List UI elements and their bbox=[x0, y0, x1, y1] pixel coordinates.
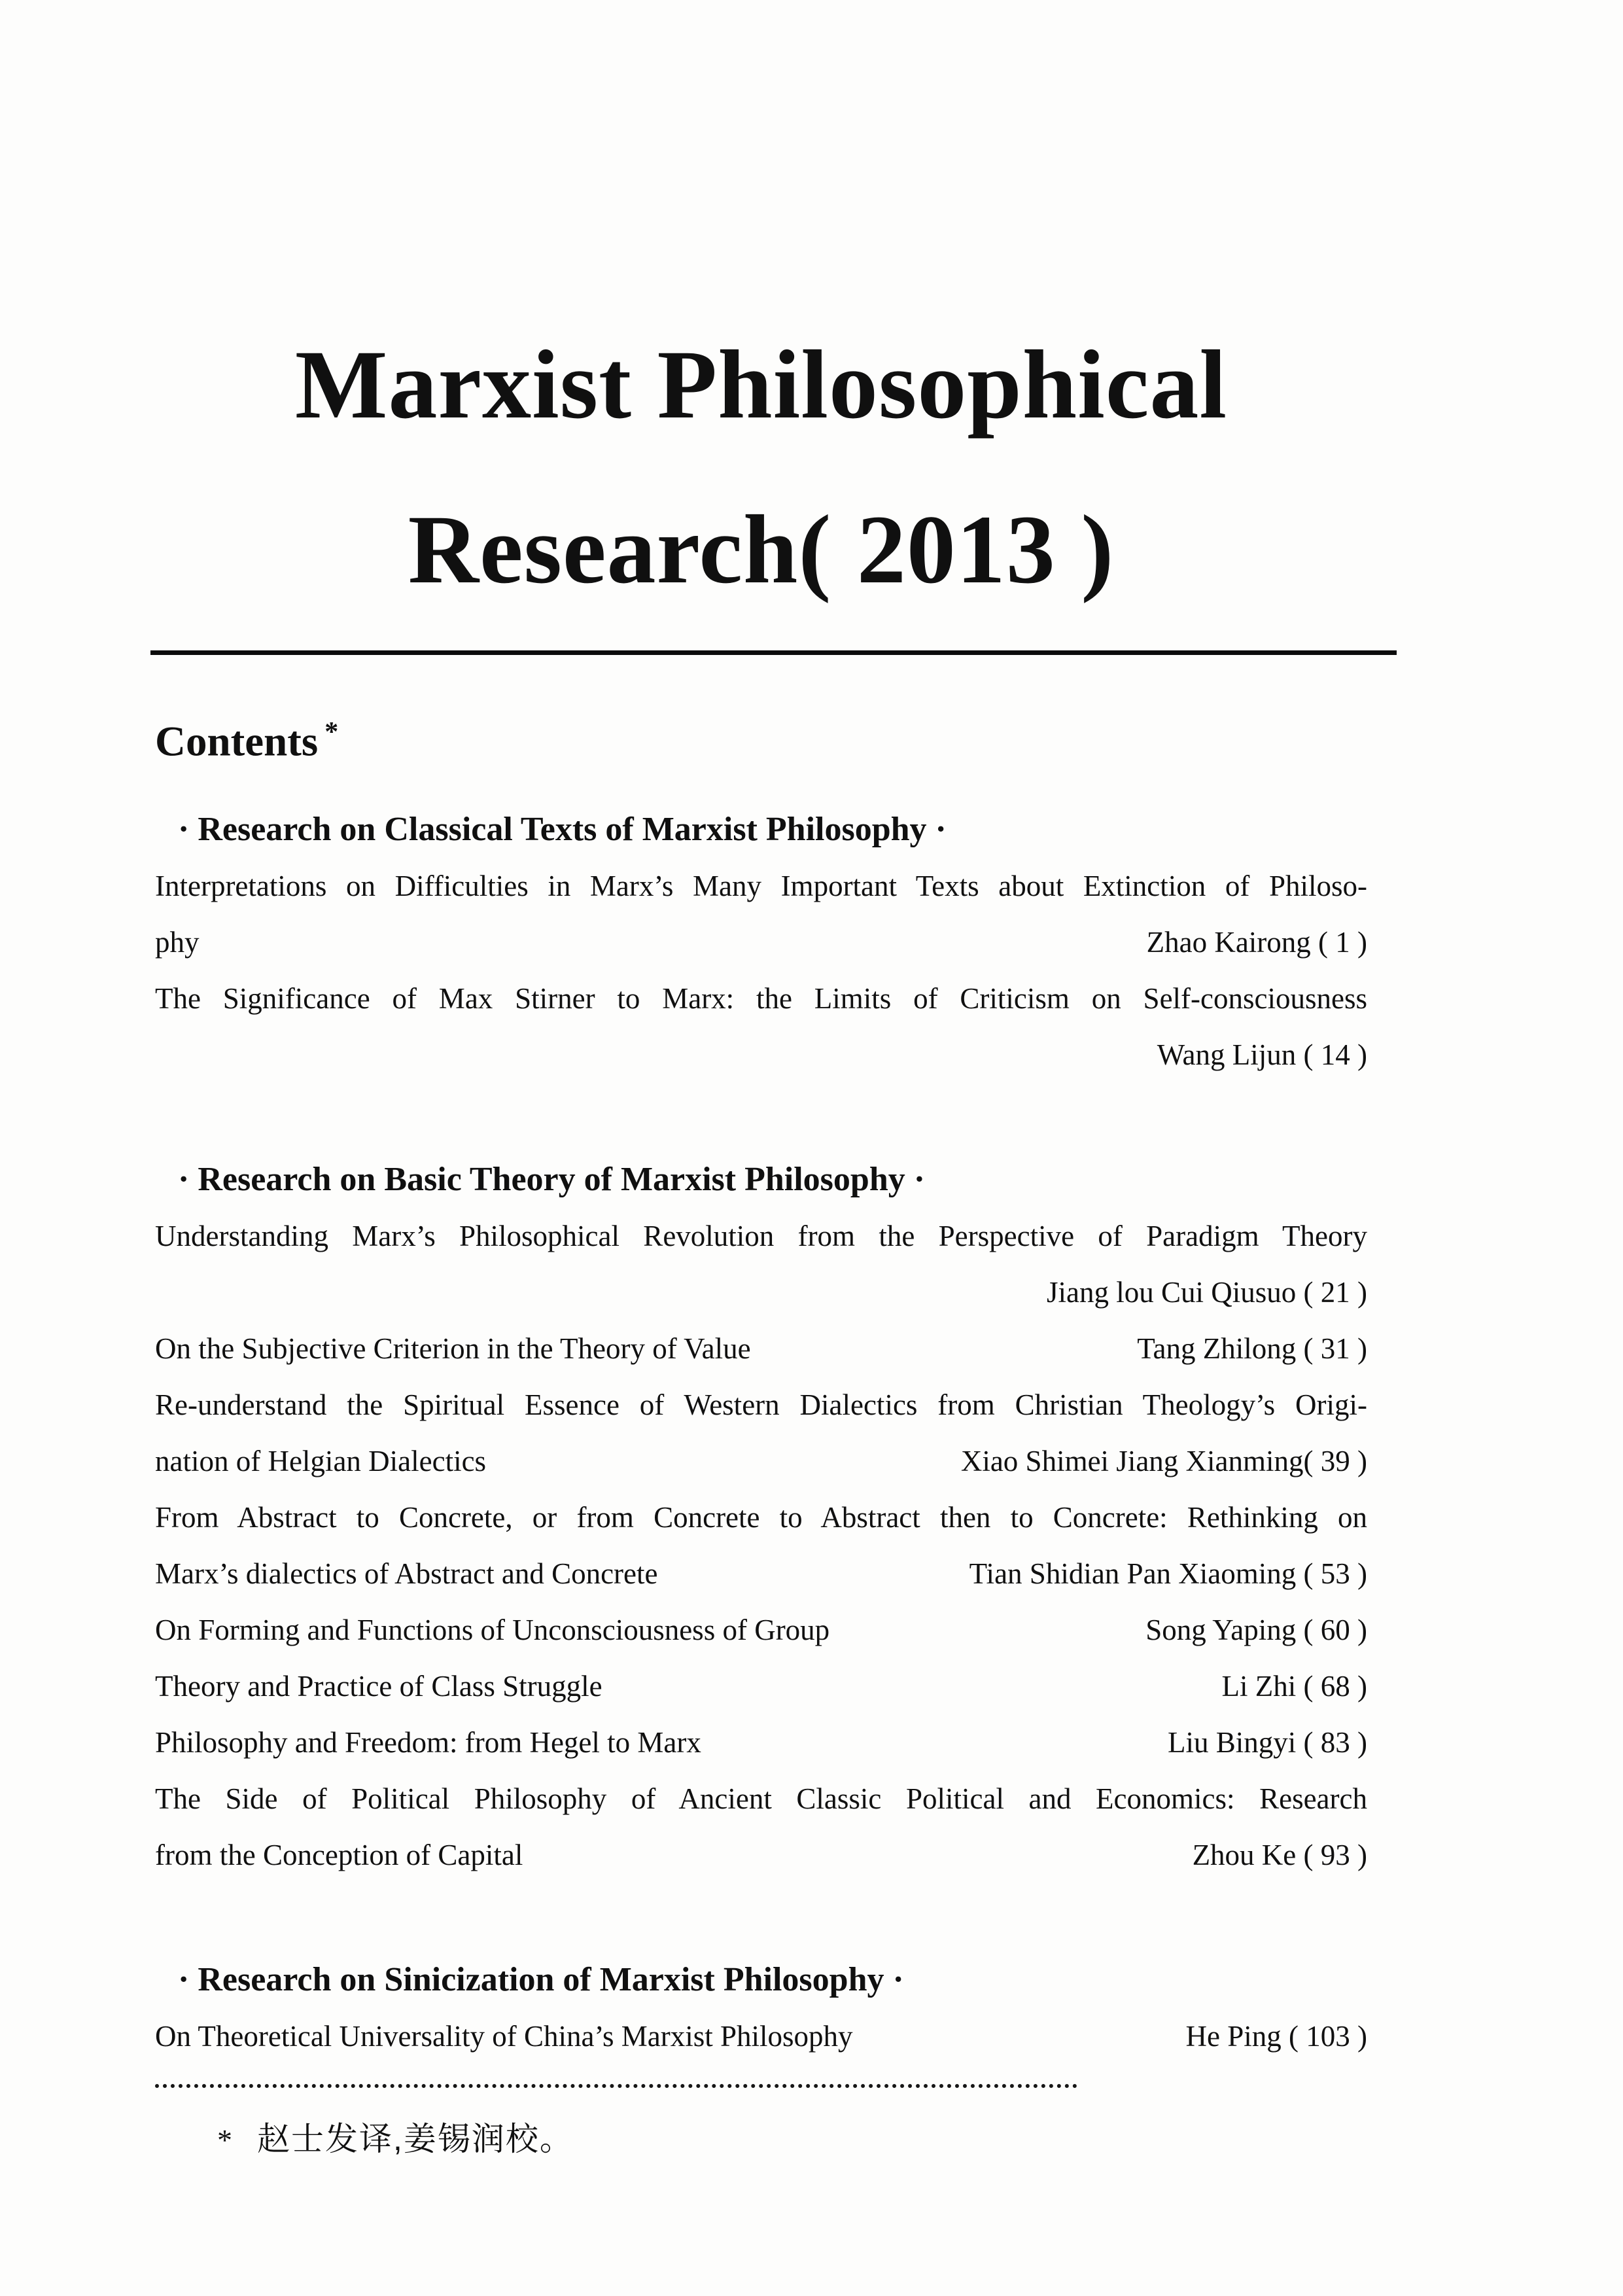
entry-title-text: Understanding Marx’s Philosophical Revolution from the Perspective of Paradigm Theory bbox=[155, 1219, 1367, 1252]
footnote-text: 赵士发译,姜锡润校。 bbox=[257, 2120, 574, 2157]
entry-author-page: Zhao Kairong ( 1 ) bbox=[1146, 925, 1367, 959]
entry-title-text: phy bbox=[155, 925, 200, 959]
entry-author-page: Li Zhi ( 68 ) bbox=[1221, 1669, 1367, 1703]
toc-entry-line bbox=[155, 1489, 1367, 1545]
book-title-line2: Research( 2013 ) bbox=[408, 495, 1115, 604]
toc-entry-line bbox=[155, 914, 1367, 970]
entry-author-page: Liu Bingyi ( 83 ) bbox=[1168, 1725, 1367, 1759]
footnote bbox=[155, 2118, 1367, 2161]
entry-author-page: Tang Zhilong ( 31 ) bbox=[1137, 1332, 1367, 1365]
section-heading: · Research on Classical Texts of Marxist Philosophy · bbox=[178, 810, 947, 848]
entry-author-page: Jiang lou Cui Qiusuo ( 21 ) bbox=[1047, 1275, 1367, 1309]
section-gap bbox=[155, 1883, 1367, 1935]
book-title-line1: Marxist Philosophical bbox=[294, 330, 1228, 439]
entry-author-page: Zhou Ke ( 93 ) bbox=[1192, 1838, 1367, 1871]
entry-title-text: On Forming and Functions of Unconsciousness of Group bbox=[155, 1613, 830, 1646]
entry-title-text: from the Conception of Capital bbox=[155, 1838, 523, 1871]
toc-entry-line bbox=[155, 1208, 1367, 1264]
toc-entry-line bbox=[155, 1433, 1367, 1489]
footnote-marker: * bbox=[217, 2123, 232, 2157]
entry-title-text: On Theoretical Universality of China’s Marxist Philosophy bbox=[155, 2019, 853, 2053]
toc-entry-line bbox=[155, 1827, 1367, 1883]
entry-author-page: Wang Lijun ( 14 ) bbox=[1157, 1038, 1367, 1071]
contents-label: Contents bbox=[155, 718, 319, 766]
entry-title-text: nation of Helgian Dialectics bbox=[155, 1444, 487, 1477]
toc-entry-line bbox=[155, 1027, 1367, 1083]
entry-title-text: Philosophy and Freedom: from Hegel to Marx bbox=[155, 1725, 701, 1759]
section-gap bbox=[155, 1083, 1367, 1135]
entry-title-text: Re-understand the Spiritual Essence of Western Dialectics from Christian Theology’s Origi- bbox=[155, 1388, 1367, 1421]
entry-author-page: Tian Shidian Pan Xiaoming ( 53 ) bbox=[969, 1557, 1367, 1590]
entry-title-text: Marx’s dialectics of Abstract and Concrete bbox=[155, 1557, 658, 1590]
contents-heading bbox=[155, 709, 1367, 766]
section-heading: · Research on Basic Theory of Marxist Philosophy · bbox=[178, 1160, 926, 1198]
toc-entry-line bbox=[155, 1545, 1367, 1602]
contents-note-marker: * bbox=[324, 717, 339, 747]
book-title bbox=[155, 0, 1367, 632]
toc-entry-line bbox=[155, 970, 1367, 1027]
toc-entry-line bbox=[155, 1714, 1367, 1771]
entry-title-text: The Significance of Max Stirner to Marx: the Limits of Criticism on Self-consciousness bbox=[155, 981, 1367, 1015]
entry-author-page: Xiao Shimei Jiang Xianming( 39 ) bbox=[960, 1444, 1367, 1477]
toc-entry-line bbox=[155, 1602, 1367, 1658]
page-content bbox=[155, 0, 1367, 2161]
footnote-separator bbox=[155, 2084, 1077, 2088]
entry-author-page: Song Yaping ( 60 ) bbox=[1145, 1613, 1367, 1646]
entry-title-text: Interpretations on Difficulties in Marx’s Many Important Texts about Extinction of Philoso- bbox=[155, 869, 1367, 902]
entry-title-text: Theory and Practice of Class Struggle bbox=[155, 1669, 602, 1703]
toc-entry-line bbox=[155, 1771, 1367, 1827]
toc-entry-line bbox=[155, 1264, 1367, 1320]
toc-entry-line bbox=[155, 1320, 1367, 1377]
section-heading: · Research on Sinicization of Marxist Philosophy · bbox=[178, 1960, 904, 1998]
entry-author-page: He Ping ( 103 ) bbox=[1185, 2019, 1367, 2053]
entry-title-text: On the Subjective Criterion in the Theory of Value bbox=[155, 1332, 751, 1365]
toc-entry-line bbox=[155, 2008, 1367, 2064]
toc-entry-line bbox=[155, 858, 1367, 914]
title-underline bbox=[150, 650, 1397, 655]
table-of-contents bbox=[155, 802, 1367, 2064]
entry-title-text: From Abstract to Concrete, or from Concrete to Abstract then to Concrete: Rethinking on bbox=[155, 1500, 1367, 1534]
toc-entry-line bbox=[155, 1658, 1367, 1714]
toc-entry-line bbox=[155, 1377, 1367, 1433]
entry-title-text: The Side of Political Philosophy of Ancient Classic Political and Economics: Research bbox=[155, 1782, 1367, 1815]
